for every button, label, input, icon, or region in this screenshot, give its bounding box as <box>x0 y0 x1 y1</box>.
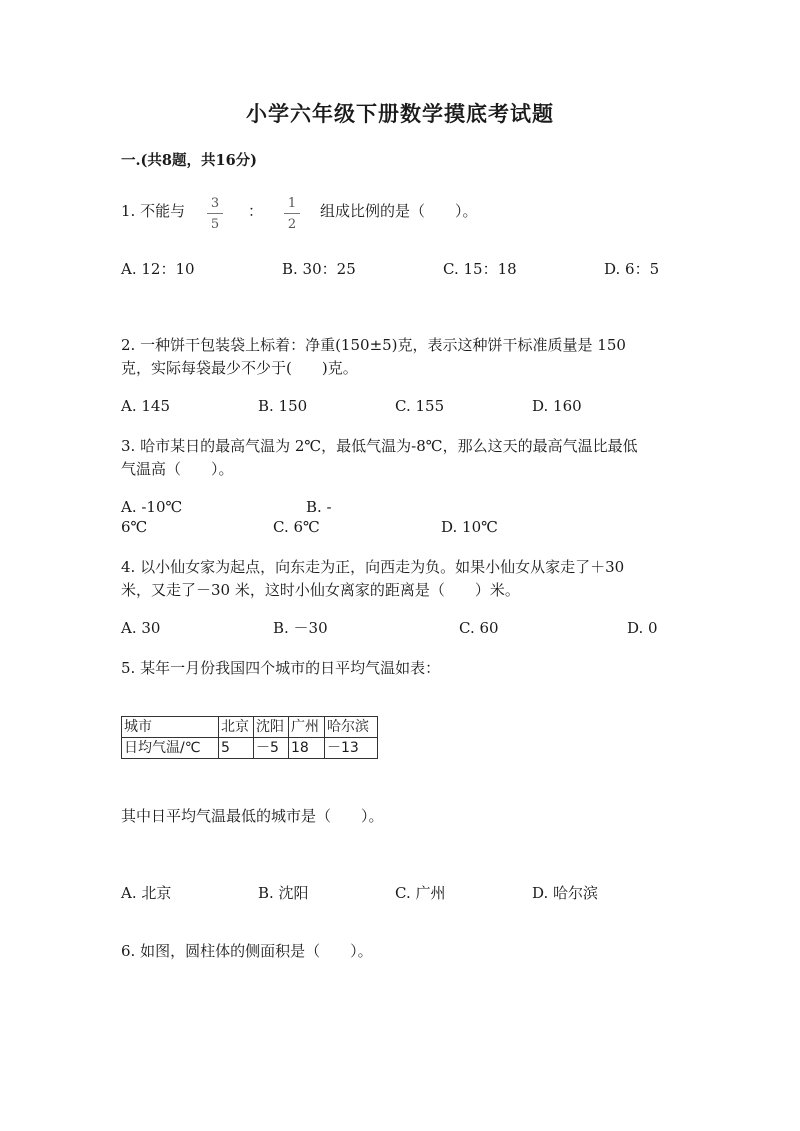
q1-option-c: C. 15：18 <box>443 260 517 278</box>
table-header-cell: 沈阳 <box>254 717 289 738</box>
q5-stem: 5. 某年一月份我国四个城市的日平均气温如表： <box>121 659 441 677</box>
fraction-bar <box>284 213 300 214</box>
q2-option-a: A. 145 <box>121 397 170 415</box>
fraction-denominator: 2 <box>287 217 297 232</box>
table-row <box>122 738 378 759</box>
table-cell: －13 <box>325 738 378 759</box>
q3-option-a: A. -10℃ <box>121 498 183 516</box>
q2-stem-line1: 2. 一种饼干包装袋上标着：净重(150±5)克，表示这种饼干标准质量是 150 <box>121 336 626 354</box>
q1-option-a: A. 12：10 <box>121 260 195 278</box>
q1-option-d: D. 6：5 <box>604 260 660 278</box>
temperature-table <box>121 716 378 759</box>
q4-option-b: B. －30 <box>273 619 328 637</box>
q3-stem-line2: 气温高（ ）。 <box>121 460 234 478</box>
table-header-cell: 哈尔滨 <box>325 717 378 738</box>
table-cell: 5 <box>219 738 254 759</box>
fraction-3-5 <box>206 197 224 231</box>
fraction-numerator: 1 <box>287 196 297 211</box>
q6-stem: 6. 如图，圆柱体的侧面积是（ ）。 <box>121 942 373 960</box>
q5-option-c: C. 广州 <box>395 884 446 902</box>
q3-option-b-cont: 6℃ <box>121 518 148 536</box>
table-header-cell: 城市 <box>122 717 219 738</box>
q3-option-b: B. - <box>306 498 332 516</box>
q1-prefix: 1. 不能与 <box>121 202 186 220</box>
q2-option-b: B. 150 <box>258 397 308 415</box>
q5-option-b: B. 沈阳 <box>258 884 309 902</box>
q4-stem-line1: 4. 以小仙女家为起点，向东走为正，向西走为负。如果小仙女从家走了＋30 <box>121 558 625 576</box>
page-title: 小学六年级下册数学摸底考试题 <box>246 101 554 126</box>
table-header-cell: 广州 <box>289 717 325 738</box>
table-cell: 日均气温/℃ <box>122 738 219 759</box>
table-cell: －5 <box>254 738 289 759</box>
table-header-row <box>122 717 378 738</box>
q4-option-d: D. 0 <box>627 619 658 637</box>
table-cell: 18 <box>289 738 325 759</box>
ratio-colon: ： <box>248 202 264 220</box>
q3-stem-line1: 3. 哈市某日的最高气温为 2℃，最低气温为-8℃，那么这天的最高气温比最低 <box>121 437 638 455</box>
q5-option-d: D. 哈尔滨 <box>532 884 599 902</box>
q2-option-d: D. 160 <box>532 397 582 415</box>
q4-stem-line2: 米，又走了－30 米，这时小仙女离家的距离是（ ）米。 <box>121 581 520 599</box>
fraction-1-2 <box>283 197 301 231</box>
fraction-bar <box>207 213 223 214</box>
q3-option-c: C. 6℃ <box>273 518 320 536</box>
q5-option-a: A. 北京 <box>121 884 172 902</box>
q3-option-d: D. 10℃ <box>441 518 498 536</box>
q1-suffix: 组成比例的是（ ）。 <box>320 202 478 220</box>
q2-option-c: C. 155 <box>395 397 445 415</box>
section-heading: 一.(共8题，共16分) <box>121 152 258 169</box>
q1-option-b: B. 30：25 <box>282 260 356 278</box>
fraction-denominator: 5 <box>210 217 220 232</box>
q2-stem-line2: 克，实际每袋最少不少于( )克。 <box>121 359 358 377</box>
q5-question: 其中日平均气温最低的城市是（ ）。 <box>121 807 384 825</box>
q4-option-c: C. 60 <box>459 619 499 637</box>
table-header-cell: 北京 <box>219 717 254 738</box>
fraction-numerator: 3 <box>210 196 220 211</box>
q4-option-a: A. 30 <box>121 619 161 637</box>
